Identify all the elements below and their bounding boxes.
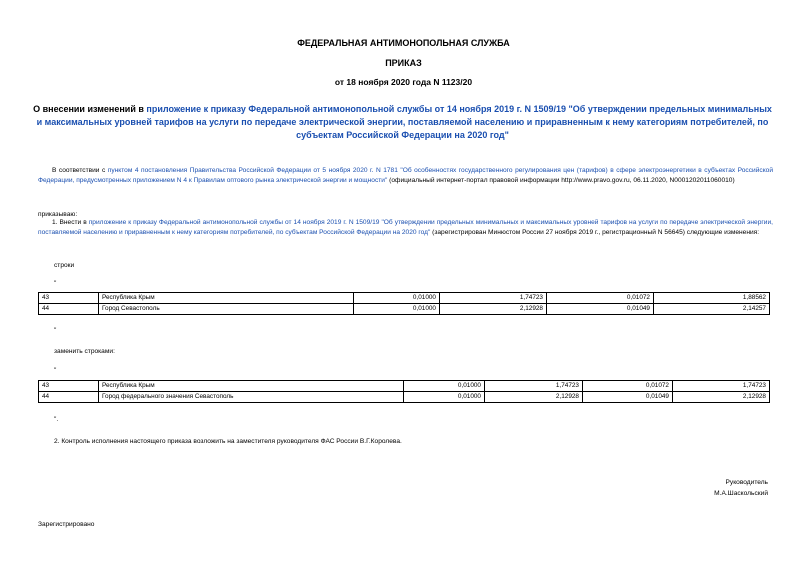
tariff-value: 0,01000 <box>354 293 440 304</box>
region-name: Город федерального значения Севастополь <box>99 392 404 403</box>
old-rows-table <box>38 292 770 315</box>
registered-label: Зарегистрировано <box>38 521 95 528</box>
tariff-value: 1,74723 <box>485 381 583 392</box>
row-number: 44 <box>39 392 99 403</box>
tariff-value: 0,01000 <box>354 304 440 315</box>
preamble-link[interactable]: пунктом 4 постановления Правительства Российской Федерации от 5 ноября 2020 г. N 1781 "Об особенностях государственного регулирования цен (тарифов) в сфере электроэнергетики в субъектах Российской Федерации, предусмотренных приложением N 4 к Правилам оптового рынка электрической энергии и мощности" <box>38 167 773 184</box>
signatory-position: Руководитель <box>725 479 768 486</box>
document-type: ПРИКАЗ <box>385 58 422 68</box>
item-2: 2. Контроль исполнения настоящего приказа возложить на заместителя руководителя ФАС России В.Г.Королева. <box>54 438 402 445</box>
tariff-value: 2,14257 <box>654 304 770 315</box>
signatory-name: М.А.Шаскольский <box>714 490 768 497</box>
tariff-value: 2,12928 <box>673 392 770 403</box>
table-row <box>39 381 770 392</box>
quote-open-1: " <box>54 280 57 287</box>
rows-label: строки <box>54 262 75 269</box>
document-date-number: от 18 ноября 2020 года N 1123/20 <box>334 77 473 87</box>
title-link[interactable]: приложение к приказу Федеральной антимонопольной службы от 14 ноября 2019 г. N 1509/19 "Об утверждении предельных минимальных и максимальных уровней тарифов на услуги по передаче электрической энергии, поставляемой населению и приравненным к нему категориям потребителей, по субъектам Российской Федерации на 2020 год" <box>36 104 772 140</box>
item-1 <box>38 218 773 238</box>
quote-open-2: " <box>54 367 57 374</box>
new-rows-table <box>38 380 770 403</box>
table-row <box>39 392 770 403</box>
region-name: Город Севастополь <box>99 304 354 315</box>
tariff-value: 0,01072 <box>547 293 654 304</box>
row-number: 44 <box>39 304 99 315</box>
title-prefix: О внесении изменений в <box>33 104 147 114</box>
preamble <box>38 166 773 186</box>
agency-name: ФЕДЕРАЛЬНАЯ АНТИМОНОПОЛЬНАЯ СЛУЖБА <box>297 38 510 48</box>
item-1-text-1: 1. Внести в <box>52 219 89 226</box>
preamble-text-2: (официальный интернет-портал правовой информации http://www.pravo.gov.ru, 06.11.2020, N0001202011060010) <box>387 177 735 184</box>
preamble-text-1: В соответствии с <box>52 167 108 174</box>
document-title <box>30 103 775 142</box>
tariff-value: 1,74723 <box>440 293 547 304</box>
tariff-value: 1,74723 <box>673 381 770 392</box>
tariff-value: 2,12928 <box>485 392 583 403</box>
tariff-value: 0,01049 <box>547 304 654 315</box>
replace-label: заменить строками: <box>54 348 115 355</box>
tariff-value: 0,01000 <box>404 392 485 403</box>
region-name: Республика Крым <box>99 293 354 304</box>
tariff-value: 1,88562 <box>654 293 770 304</box>
table-row <box>39 304 770 315</box>
tariff-value: 0,01072 <box>583 381 673 392</box>
tariff-value: 0,01000 <box>404 381 485 392</box>
row-number: 43 <box>39 293 99 304</box>
tariff-value: 2,12928 <box>440 304 547 315</box>
table-row <box>39 293 770 304</box>
row-number: 43 <box>39 381 99 392</box>
region-name: Республика Крым <box>99 381 404 392</box>
quote-close-1: " <box>54 327 57 334</box>
quote-close-2: ". <box>54 416 59 423</box>
item-1-text-2: (зарегистрирован Минюстом России 27 ноября 2019 г., регистрационный N 56645) следующие изменения: <box>430 229 760 236</box>
tariff-value: 0,01049 <box>583 392 673 403</box>
item-1-link[interactable]: приложение к приказу Федеральной антимонопольной службы от 14 ноября 2019 г. N 1509/19 "Об утверждении предельных минимальных и максимальных уровней тарифов на услуги по передаче электрической энергии, поставляемой населению и приравненным к нему категориям потребителей, по субъектам Российской Федерации на 2020 год" <box>38 219 773 236</box>
prikazyvayu-label: приказываю: <box>38 211 78 218</box>
